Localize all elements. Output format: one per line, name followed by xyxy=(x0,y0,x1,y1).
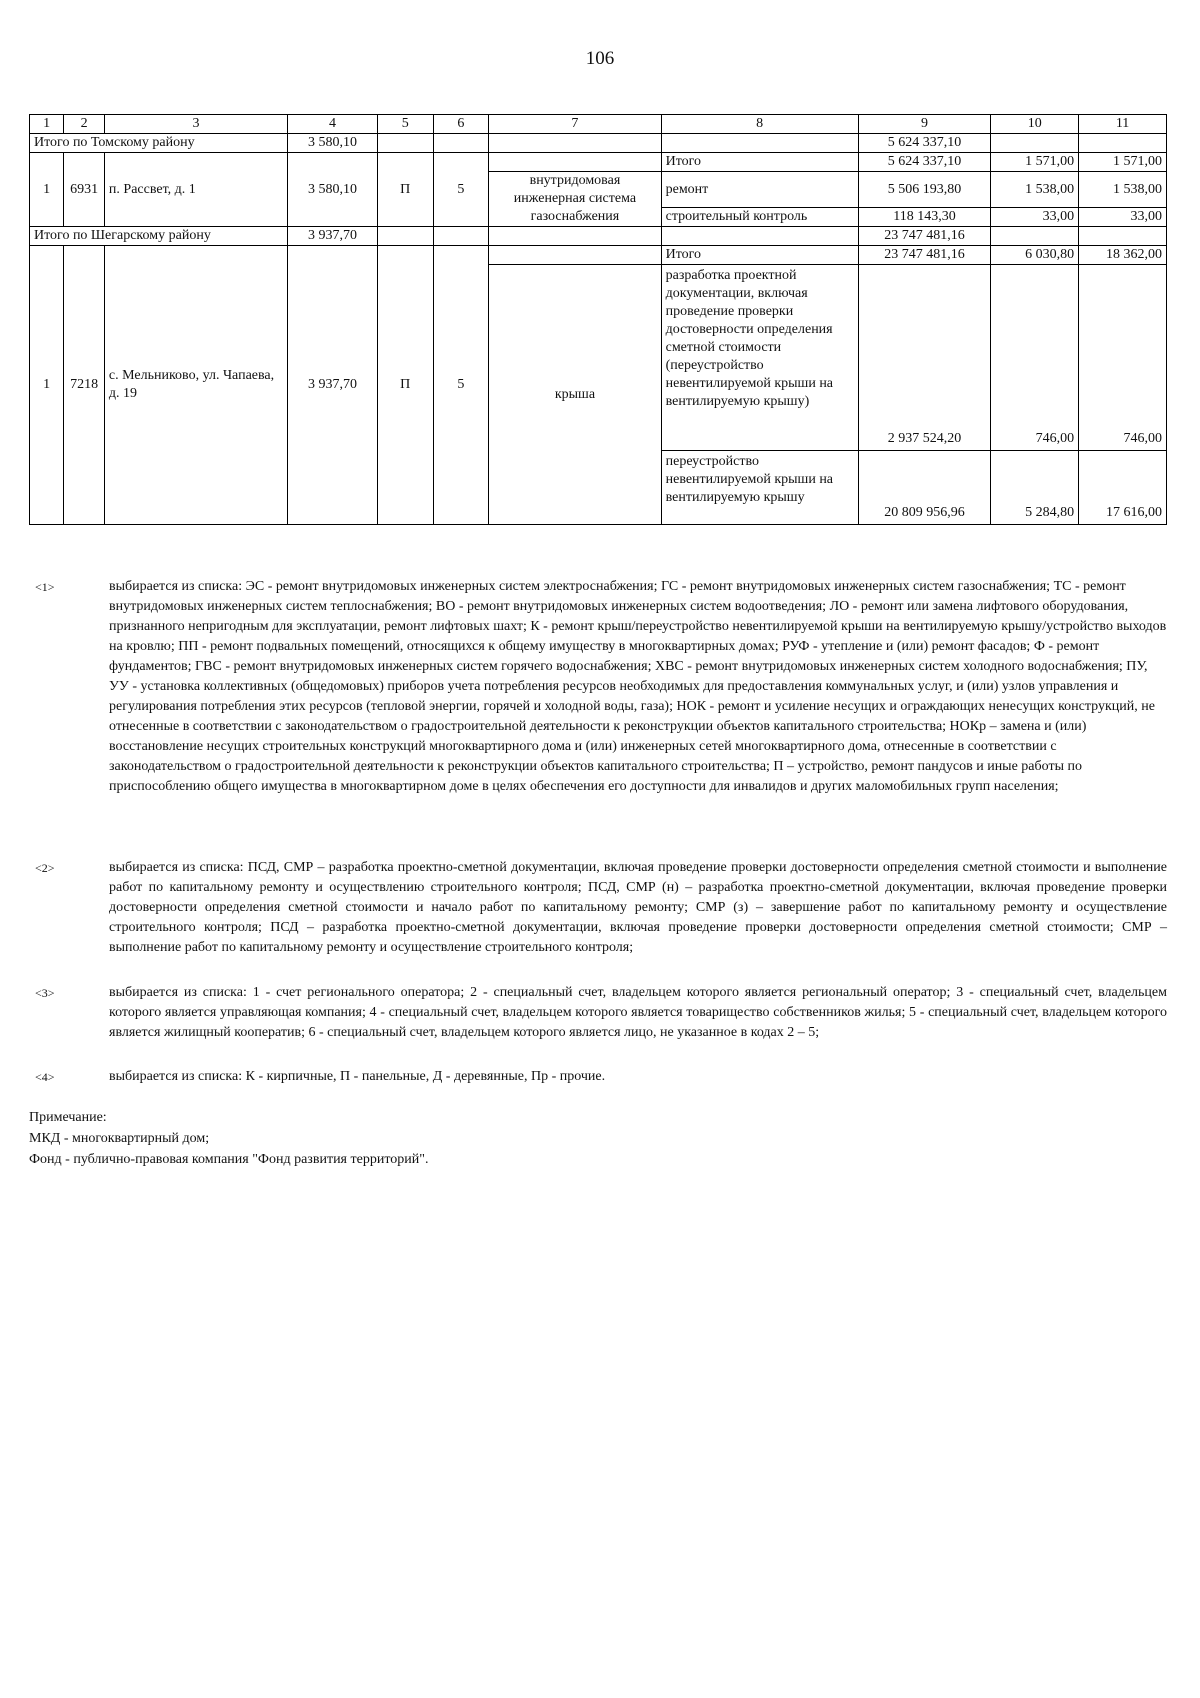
work-cost: 23 747 481,16 xyxy=(858,246,991,265)
account-type: 5 xyxy=(433,246,489,525)
work-type: переустройство невентилируемой крыши на вентилируемую крышу xyxy=(661,451,858,525)
remarks-heading: Примечание: xyxy=(29,1110,107,1125)
footnote-mark: <1> xyxy=(35,580,55,594)
max-cost-per-sqm: 1 538,00 xyxy=(1079,172,1167,208)
district-total-area: 3 580,10 xyxy=(287,134,377,153)
footnote-mark: <2> xyxy=(35,861,55,875)
house-address: с. Мельниково, ул. Чапаева, д. 19 xyxy=(104,246,287,525)
house-code: 7218 xyxy=(64,246,105,525)
district-total-row xyxy=(30,227,1167,246)
column-number: 10 xyxy=(991,115,1079,134)
column-number: 7 xyxy=(489,115,661,134)
footnote xyxy=(29,577,1167,797)
district-total-label: Итого по Томскому району xyxy=(30,134,288,153)
footnote xyxy=(29,1067,1167,1087)
work-cost: 5 624 337,10 xyxy=(858,153,991,172)
max-cost-per-sqm: 33,00 xyxy=(1079,208,1167,227)
cost-per-sqm: 33,00 xyxy=(991,208,1079,227)
page-number: 106 xyxy=(585,48,615,69)
footnote xyxy=(29,858,1167,958)
column-number: 3 xyxy=(104,115,287,134)
wall-material: П xyxy=(377,153,433,227)
column-number-row xyxy=(30,115,1167,134)
capital-repair-table xyxy=(29,114,1167,525)
column-number: 6 xyxy=(433,115,489,134)
footnote xyxy=(29,983,1167,1043)
work-type: ремонт xyxy=(661,172,858,208)
footnote-text: выбирается из списка: ЭС - ремонт внутридомовых инженерных систем электроснабжения; ГС - ремонт внутридомовых инженерных систем газоснабжения; ТС - ремонт внутридомовых инженерных систем теплоснабжения; ВО - ремонт внутридомовых инженерных систем водоотведения; ЛО - ремонт или замена лифтового оборудования, признанного непригодным для эксплуатации, ремонт лифтовых шахт; К - ремонт крыш/переустройство невентилируемой крыши на вентилируемую крышу/устройство выходов на кровлю; ПП - ремонт подвальных помещений, относящихся к общему имуществу в многоквартирных домах; РУФ - утепление и (или) ремонт фасадов; Ф - ремонт фундаментов; ГВС - ремонт внутридомовых инженерных систем горячего водоснабжения; ХВС - ремонт внутридомовых инженерных систем холодного водоснабжения; ПУ, УУ - установка коллективных (общедомовых) приборов учета потребления ресурсов необходимых для предоставления коммунальных услуг, и (или) узлов управления и регулирования потребления этих ресурсов (тепловой энергии, горячей и холодной воды, газа); НОК - ремонт и усиление несущих и ограждающих ненесущих конструкций, не отнесенные в соответствии с законодательством о градостроительной деятельности к реконструкции объектов капитального строительства; НОКр – замена и (или) восстановление несущих строительных конструкций многоквартирного дома и (или) инженерных сетей многоквартирного дома, отнесенные в соответствии с законодательством о градостроительной деятельности к реконструкции объектов капитального строительства; П – устройство, ремонт пандусов и иные работы по приспособлению общего имущества в многоквартирном доме в целях обеспечения его доступности для инвалидов и других маломобильных групп населения; xyxy=(109,579,1167,794)
house-code: 6931 xyxy=(64,153,105,227)
district-total-sum: 23 747 481,16 xyxy=(858,227,991,246)
footnote-mark: <4> xyxy=(35,1070,55,1084)
max-cost-per-sqm: 746,00 xyxy=(1079,265,1167,451)
footnote-text: выбирается из списка: ПСД, СМР – разработка проектно-сметной документации, включая проведение проверки достоверности определения сметной стоимости и выполнение работ по капитальному ремонту и осуществлению строительного контроля; ПСД, СМР (н) – разработка проектно-сметной документации, включая проведение проверки достоверности определения сметной стоимости и начало работ по капитальному ремонту; СМР (з) – завершение работ по капитальному ремонту и осуществление строительного контроля; ПСД – разработка проектно-сметной документации, включая проведение проверки достоверности определения сметной стоимости; СМР – выполнение работ по капитальному ремонту и осуществление строительного контроля; xyxy=(109,860,1167,955)
remarks xyxy=(29,1107,428,1170)
cost-per-sqm: 746,00 xyxy=(991,265,1079,451)
house-number: 1 xyxy=(30,246,64,525)
work-cost: 20 809 956,96 xyxy=(858,451,991,525)
max-cost-per-sqm: 17 616,00 xyxy=(1079,451,1167,525)
district-total-area: 3 937,70 xyxy=(287,227,377,246)
house-address: п. Рассвет, д. 1 xyxy=(104,153,287,227)
column-number: 11 xyxy=(1079,115,1167,134)
repair-system: крыша xyxy=(489,265,661,525)
cost-per-sqm: 5 284,80 xyxy=(991,451,1079,525)
account-type: 5 xyxy=(433,153,489,227)
remarks-line: Фонд - публично-правовая компания "Фонд развития территорий". xyxy=(29,1152,429,1167)
column-number: 1 xyxy=(30,115,64,134)
footnote-text: выбирается из списка: К - кирпичные, П - панельные, Д - деревянные, Пр - прочие. xyxy=(109,1069,606,1084)
house-row xyxy=(30,246,1167,265)
work-cost: 5 506 193,80 xyxy=(858,172,991,208)
footnote-text: выбирается из списка: 1 - счет регионального оператора; 2 - специальный счет, владельцем которого является региональный оператор; 3 - специальный счет, владельцем которого является управляющая компания; 4 - специальный счет, владельцем которого является товарищество собственников жилья; 5 - специальный счет, владельцем которого является жилищный кооператив; 6 - специальный счет, владельцем которого является лицо, не указанное в кодах 2 – 5; xyxy=(109,985,1167,1040)
house-area: 3 580,10 xyxy=(287,153,377,227)
district-total-label: Итого по Шегарскому району xyxy=(30,227,288,246)
wall-material: П xyxy=(377,246,433,525)
column-number: 2 xyxy=(64,115,105,134)
work-type: Итого xyxy=(661,246,858,265)
work-type: строительный контроль xyxy=(661,208,858,227)
column-number: 5 xyxy=(377,115,433,134)
max-cost-per-sqm: 18 362,00 xyxy=(1079,246,1167,265)
house-row xyxy=(30,153,1167,172)
remarks-line: МКД - многоквартирный дом; xyxy=(29,1131,210,1146)
work-cost: 2 937 524,20 xyxy=(858,265,991,451)
house-area: 3 937,70 xyxy=(287,246,377,525)
column-number: 8 xyxy=(661,115,858,134)
max-cost-per-sqm: 1 571,00 xyxy=(1079,153,1167,172)
district-total-sum: 5 624 337,10 xyxy=(858,134,991,153)
work-type: Итого xyxy=(661,153,858,172)
house-number: 1 xyxy=(30,153,64,227)
work-cost: 118 143,30 xyxy=(858,208,991,227)
repair-system: внутридомовая инженерная система газоснабжения xyxy=(489,172,661,227)
cost-per-sqm: 6 030,80 xyxy=(991,246,1079,265)
cost-per-sqm: 1 538,00 xyxy=(991,172,1079,208)
work-type: разработка проектной документации, включая проведение проверки достоверности определения сметной стоимости (переустройство невентилируемой крыши на вентилируемую крышу) xyxy=(661,265,858,451)
footnote-mark: <3> xyxy=(35,986,55,1000)
column-number: 4 xyxy=(287,115,377,134)
district-total-row xyxy=(30,134,1167,153)
column-number: 9 xyxy=(858,115,991,134)
cost-per-sqm: 1 571,00 xyxy=(991,153,1079,172)
